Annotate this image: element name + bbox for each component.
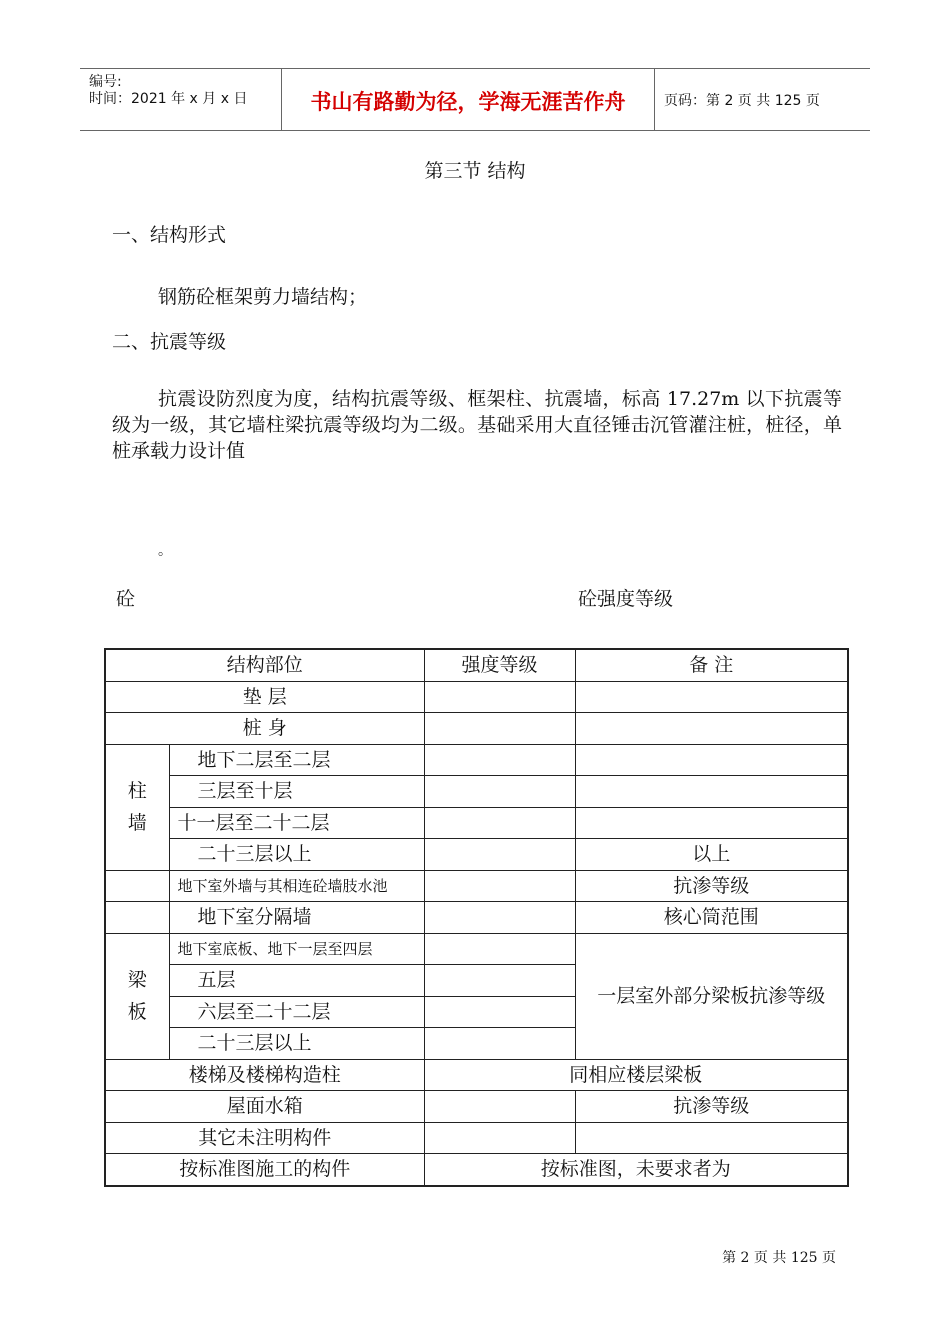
row-cw4: 二十三层以上 bbox=[169, 839, 424, 871]
row-partition-note: 核心筒范围 bbox=[575, 902, 848, 934]
cell-grade bbox=[424, 965, 575, 997]
beam-slab-note: 一层室外部分梁板抗渗等级 bbox=[575, 933, 848, 1059]
cell-grade bbox=[424, 839, 575, 871]
table-row bbox=[105, 870, 848, 902]
row-water-tank-note: 抗渗等级 bbox=[575, 1091, 848, 1123]
header-time: 时间：2021 年 x 月 x 日 bbox=[89, 91, 248, 107]
table-row bbox=[105, 933, 848, 965]
row-cw2: 三层至十层 bbox=[169, 776, 424, 808]
cell-note bbox=[575, 713, 848, 745]
stray-period: 。 bbox=[158, 543, 172, 559]
row-bs1: 地下室底板、地下一层至四层 bbox=[169, 933, 424, 965]
table-row bbox=[105, 807, 848, 839]
cell-grade bbox=[424, 933, 575, 965]
cell-note bbox=[575, 807, 848, 839]
row-basement-wall: 地下室外墙与其相连砼墙肢水池 bbox=[169, 870, 424, 902]
table-row bbox=[105, 1059, 848, 1091]
table-row bbox=[105, 776, 848, 808]
cell-grade bbox=[424, 713, 575, 745]
header-page-cell bbox=[654, 69, 870, 130]
cell-empty bbox=[105, 902, 169, 934]
cell-grade bbox=[424, 681, 575, 713]
group-column-wall bbox=[105, 744, 169, 870]
group-column-wall-char: 墙 bbox=[127, 812, 147, 834]
header-motto: 书山有路勤为径，学海无涯苦作舟 bbox=[310, 90, 626, 114]
table-row bbox=[105, 902, 848, 934]
row-partition: 地下室分隔墙 bbox=[169, 902, 424, 934]
header-info-cell bbox=[80, 69, 281, 130]
row-cw1: 地下二层至二层 bbox=[169, 744, 424, 776]
concrete-grade-table bbox=[104, 648, 849, 1187]
table-row bbox=[105, 681, 848, 713]
table-row bbox=[105, 713, 848, 745]
group-beam-slab-char: 梁 bbox=[127, 969, 147, 991]
cell-grade bbox=[424, 996, 575, 1028]
table-row bbox=[105, 839, 848, 871]
cell-note bbox=[575, 744, 848, 776]
cell-grade bbox=[424, 807, 575, 839]
heading-seismic-grade: 二、抗震等级 bbox=[112, 331, 227, 353]
row-cw4-note: 以上 bbox=[575, 839, 848, 871]
row-bs3: 六层至二十二层 bbox=[169, 996, 424, 1028]
group-column-wall-char: 柱 bbox=[127, 780, 147, 802]
cell-note bbox=[575, 1122, 848, 1154]
row-stairs: 楼梯及楼梯构造柱 bbox=[105, 1059, 424, 1091]
header-page-number: 页码：第 2 页 共 125 页 bbox=[664, 93, 820, 109]
header-motto-cell bbox=[281, 69, 655, 130]
table-row bbox=[105, 1154, 848, 1186]
cell-grade bbox=[424, 902, 575, 934]
cell-grade bbox=[424, 870, 575, 902]
table-row bbox=[105, 1122, 848, 1154]
cell-empty bbox=[105, 870, 169, 902]
row-cw3: 十一层至二十二层 bbox=[169, 807, 424, 839]
page-header bbox=[80, 68, 870, 131]
group-beam-slab bbox=[105, 933, 169, 1059]
concrete-label: 砼 bbox=[116, 588, 136, 610]
row-bs4: 二十三层以上 bbox=[169, 1028, 424, 1060]
cell-grade bbox=[424, 776, 575, 808]
row-water-tank: 屋面水箱 bbox=[105, 1091, 424, 1123]
col-header-note: 备 注 bbox=[575, 649, 848, 681]
concrete-grade-title: 砼强度等级 bbox=[578, 588, 674, 610]
col-header-grade: 强度等级 bbox=[424, 649, 575, 681]
cell-grade bbox=[424, 1091, 575, 1123]
section-title: 第三节 结构 bbox=[424, 160, 526, 182]
cell-note bbox=[575, 776, 848, 808]
row-basement-wall-note: 抗渗等级 bbox=[575, 870, 848, 902]
paragraph-seismic-grade: 抗震设防烈度为度，结构抗震等级、框架柱、抗震墙，标高 17.27m 以下抗震等级为一级，其它墙柱梁抗震等级均为二级。基础采用大直径锤击沉管灌注桩，桩径，单桩承载力设计值 bbox=[112, 388, 842, 462]
table-row bbox=[105, 1091, 848, 1123]
cell-note bbox=[575, 681, 848, 713]
row-standard: 按标准图施工的构件 bbox=[105, 1154, 424, 1186]
paragraph-structure-form: 钢筋砼框架剪力墙结构； bbox=[158, 286, 368, 308]
table-row bbox=[105, 744, 848, 776]
row-pile: 桩 身 bbox=[105, 713, 424, 745]
page-footer: 第 2 页 共 125 页 bbox=[722, 1250, 836, 1266]
header-code: 编号: bbox=[89, 74, 122, 90]
row-stairs-note: 同相应楼层梁板 bbox=[424, 1059, 848, 1091]
row-standard-note: 按标准图，未要求者为 bbox=[424, 1154, 848, 1186]
heading-structure-form: 一、结构形式 bbox=[112, 224, 227, 246]
cell-grade bbox=[424, 744, 575, 776]
col-header-part: 结构部位 bbox=[105, 649, 424, 681]
group-beam-slab-char: 板 bbox=[127, 1001, 147, 1023]
row-other: 其它未注明构件 bbox=[105, 1122, 424, 1154]
cell-grade bbox=[424, 1028, 575, 1060]
cell-grade bbox=[424, 1122, 575, 1154]
row-cushion: 垫 层 bbox=[105, 681, 424, 713]
table-header-row bbox=[105, 649, 848, 681]
row-bs2: 五层 bbox=[169, 965, 424, 997]
